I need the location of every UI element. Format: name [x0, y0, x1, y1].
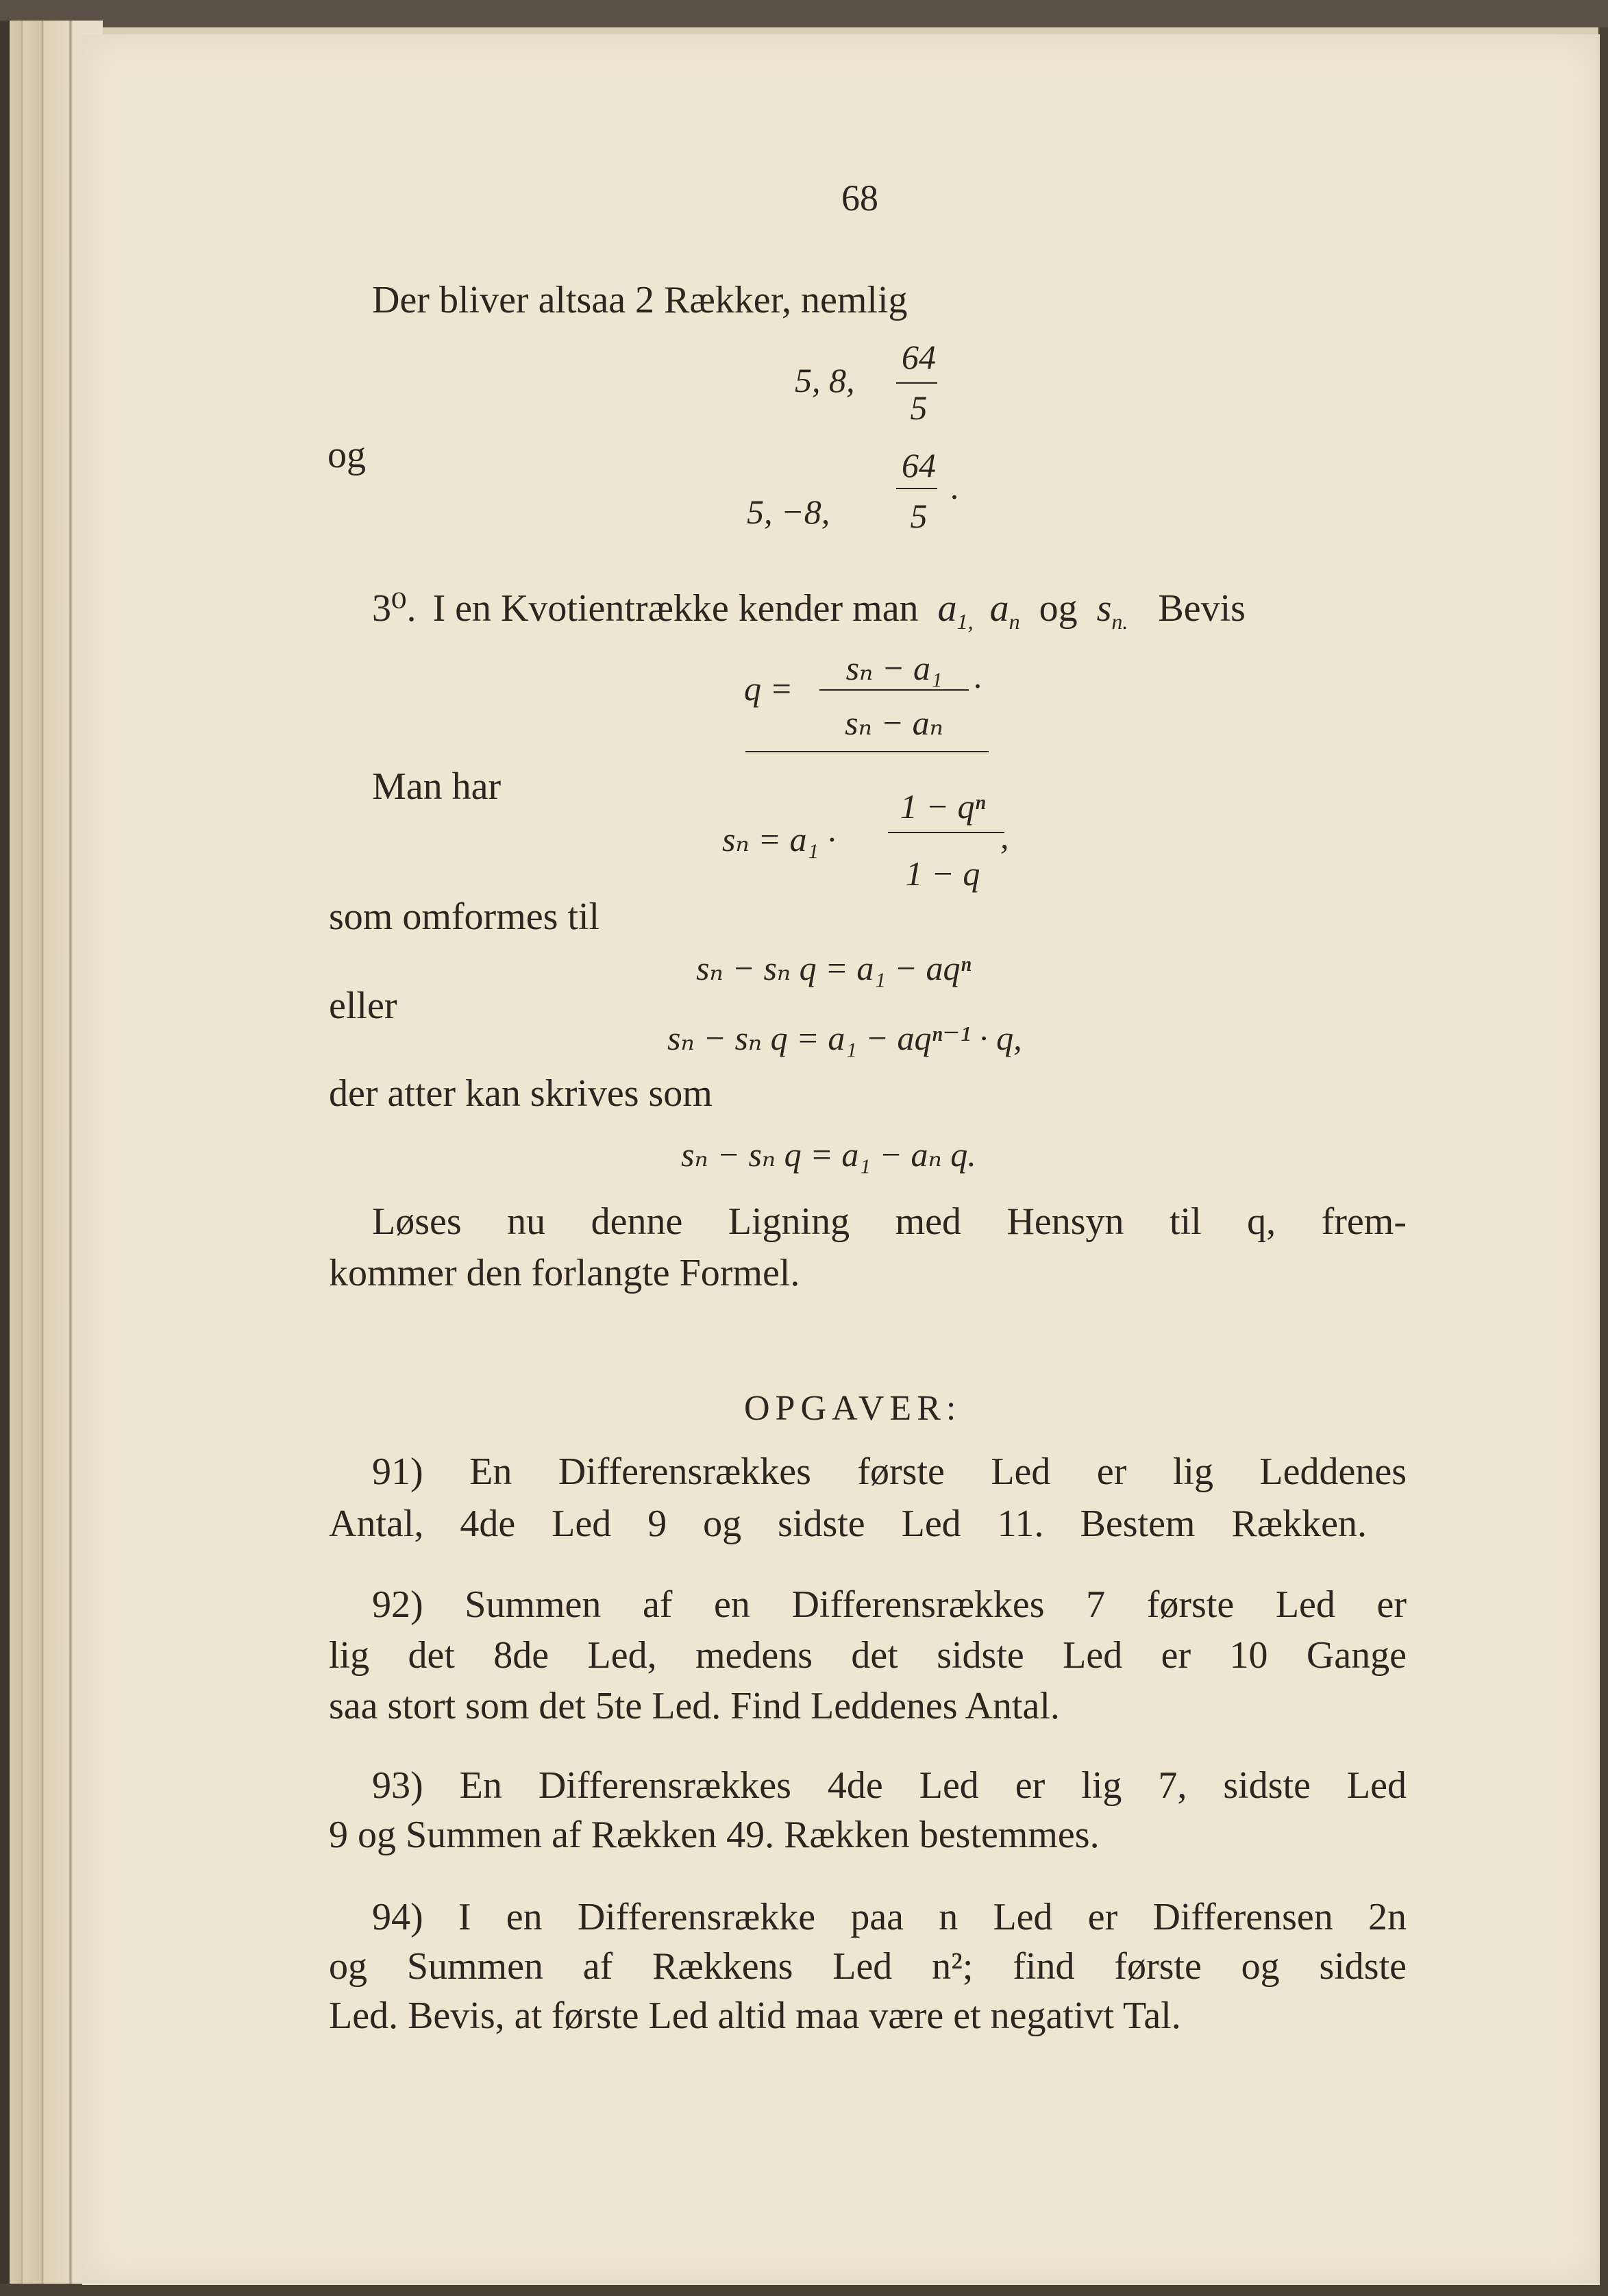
book-bottom-edge — [0, 2284, 1608, 2296]
loeses-line-1: Løses nu denne Ligning med Hensyn til q, frem- — [372, 1200, 1407, 1243]
problem-92-line-3: saa stort som det 5te Led. Find Leddenes Antal. — [329, 1685, 1060, 1727]
series1-fraction-bar — [896, 382, 937, 384]
series2-fraction-den: 5 — [910, 497, 928, 535]
series1-prefix: 5, 8, — [795, 361, 855, 399]
loeses-line-2: kommer den forlangte Formel. — [329, 1252, 800, 1294]
problem-93-line-1: 93) En Differensrækkes 4de Led er lig 7, sidste Led — [372, 1764, 1407, 1807]
equation-1: sₙ − sₙ q = a₁ − aqⁿ — [696, 949, 972, 987]
formula-sn-lhs: sₙ = a₁ · — [722, 820, 836, 859]
omformes-text: som omformes til — [329, 896, 600, 938]
equation-3: sₙ − sₙ q = a₁ − aₙ q. — [681, 1135, 976, 1174]
problem-92-line-2: lig det 8de Led, medens det sidste Led er 10 Gange — [329, 1634, 1407, 1677]
section3-text: I en Kvotientrække kender man — [432, 587, 919, 630]
problem-91-line-2: Antal, 4de Led 9 og sidste Led 11. Bestem Rækken. — [329, 1503, 1367, 1545]
problem-93-line-2: 9 og Summen af Rækken 49. Rækken bestemmes. — [329, 1814, 1100, 1856]
formula-sn-den: 1 − q — [905, 854, 980, 893]
section-divider — [745, 751, 989, 752]
formula-sn-tail: , — [1000, 817, 1009, 856]
problem-94-line-3: Led. Bevis, at første Led altid maa være et negativt Tal. — [329, 1995, 1181, 2037]
formula-q-lhs: q = — [744, 669, 793, 708]
formula-q-bar — [819, 689, 969, 691]
page-number: 68 — [841, 177, 878, 219]
eller-text: eller — [329, 985, 397, 1027]
series2-fraction-bar — [896, 488, 937, 489]
series2-prefix: 5, −8, — [747, 493, 830, 531]
formula-q-num: sₙ − a₁ — [845, 649, 943, 687]
formula-sn-bar — [888, 832, 1004, 833]
series2-dot: · — [950, 478, 958, 516]
section3-og: og — [1039, 587, 1078, 630]
skrives-text: der atter kan skrives som — [329, 1072, 713, 1115]
man-har-text: Man har — [372, 765, 502, 808]
og-label: og — [327, 434, 366, 476]
formula-sn-num: 1 − qⁿ — [900, 787, 986, 826]
book-right-edge — [1598, 27, 1608, 2296]
equation-2: sₙ − sₙ q = a₁ − aqⁿ⁻¹ · q, — [667, 1019, 1022, 1057]
section3-sn: $s_{n.}$ — [1096, 587, 1128, 634]
problem-92-line-1: 92) Summen af en Differensrækkes 7 første Led er — [372, 1583, 1407, 1626]
formula-q-tail: · — [973, 667, 982, 705]
section3-an: $a_n$ — [989, 587, 1020, 634]
section3-line — [372, 587, 1246, 634]
series1-fraction-den: 5 — [910, 388, 928, 427]
section3-bevis: Bevis — [1158, 587, 1246, 630]
intro-text: Der bliver altsaa 2 Rækker, nemlig — [372, 279, 908, 321]
opgaver-heading: OPGAVER: — [744, 1389, 962, 1428]
problem-91-line-1: 91) En Differensrækkes første Led er lig Leddenes — [372, 1451, 1407, 1493]
problem-94-line-1: 94) I en Differensrække paa n Led er Differensen 2n — [372, 1896, 1407, 1938]
formula-q-den: sₙ − aₙ — [845, 704, 943, 742]
section3-a1: $a_{1,}$ — [937, 587, 974, 634]
series1-fraction-num: 64 — [902, 338, 936, 376]
section3-marker: 3⁰. — [372, 587, 417, 630]
series2-fraction-num: 64 — [902, 446, 936, 484]
book-top-edge — [0, 0, 1608, 27]
problem-94-line-2: og Summen af Rækkens Led n²; find første og sidste — [329, 1945, 1407, 1988]
